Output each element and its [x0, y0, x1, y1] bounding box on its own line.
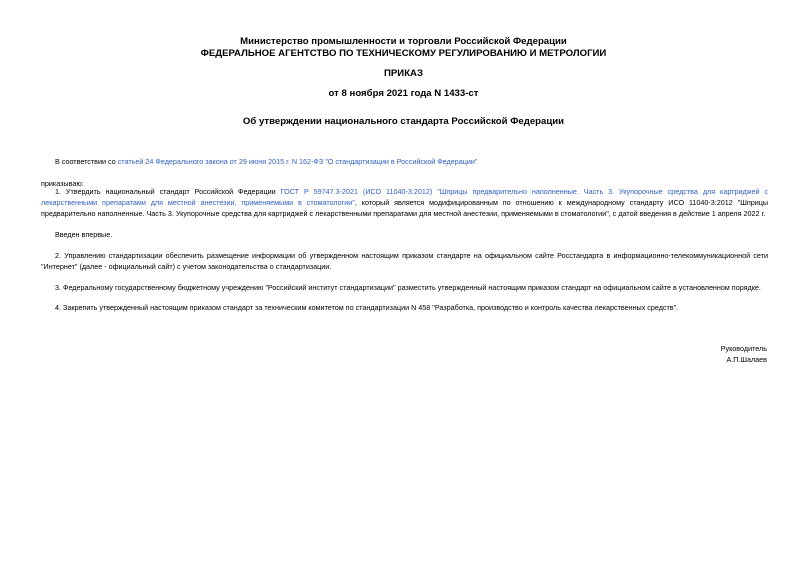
item1-line2 — [41, 197, 768, 208]
item1-line2-suffix: , который является модифицированным по отношению к международному стандарту ИСО 11040-3:2012 "Шприцы — [354, 198, 769, 207]
item2-line2: "Интернет" (далее - официальный сайт) с учетом законодательства о стандартизации. — [41, 262, 332, 271]
signature-title: Руководитель — [720, 344, 767, 353]
gost-link-part2[interactable]: лекарственными препаратами для местной анестезии, применяемыми в стоматологии" — [41, 198, 355, 207]
signature-name: А.П.Шалаев — [726, 355, 767, 364]
item4-paragraph: 4. Закрепить утвержденный настоящим приказом стандарт за техническим комитетом по стандартизации N 458 "Разработка, производство и контроль качества лекарственных средств". — [55, 303, 679, 312]
item1-line3: предварительно наполненные. Часть 3. Укупорочные средства для картриджей с лекарственными препаратами для местной анестезии, применяемыми в стоматологии", с датой введения в действие 1 апреля 2022 г. — [41, 209, 766, 218]
doc-type-heading: ПРИКАЗ — [384, 68, 423, 79]
item1-line1 — [41, 186, 768, 197]
doc-subject-heading: Об утверждении национального стандарта Российской Федерации — [242, 116, 565, 127]
agency-heading: ФЕДЕРАЛЬНОЕ АГЕНТСТВО ПО ТЕХНИЧЕСКОМУ РЕГУЛИРОВАНИЮ И МЕТРОЛОГИИ — [200, 48, 607, 59]
federal-law-link[interactable]: статьей 24 Федерального закона от 29 июня 2015 г. N 162-ФЗ "О стандартизации в Российской Федерации" — [117, 157, 478, 166]
item2-line1: 2. Управлению стандартизации обеспечить размещение информации об утвержденном настоящим приказом стандарте на официальном сайте Росстандарта в информационно-телекоммуникационной сети — [55, 251, 768, 260]
ministry-heading: Министерство промышленности и торговли Российской Федерации — [240, 36, 567, 47]
preamble-paragraph — [55, 156, 477, 167]
order-word: приказываю: — [41, 179, 84, 188]
item1-prefix: 1. Утвердить национальный стандарт Российской Федерации — [55, 187, 281, 196]
preamble-prefix: В соответствии со — [55, 157, 118, 166]
gost-link-part1[interactable]: ГОСТ Р 59747.3-2021 (ИСО 11040-3:2012) "Шприцы предварительно наполненные. Часть 3. Укупорочные средства для картриджей с — [280, 187, 768, 196]
item3-paragraph: 3. Федеральному государственному бюджетному учреждению "Российский институт стандартизации" разместить утвержденный настоящим приказом стандарт на официальном сайте в установленном порядке. — [55, 283, 761, 292]
intro-first-note: Введен впервые. — [55, 230, 113, 239]
doc-date-heading: от 8 ноября 2021 года N 1433-ст — [328, 88, 479, 99]
